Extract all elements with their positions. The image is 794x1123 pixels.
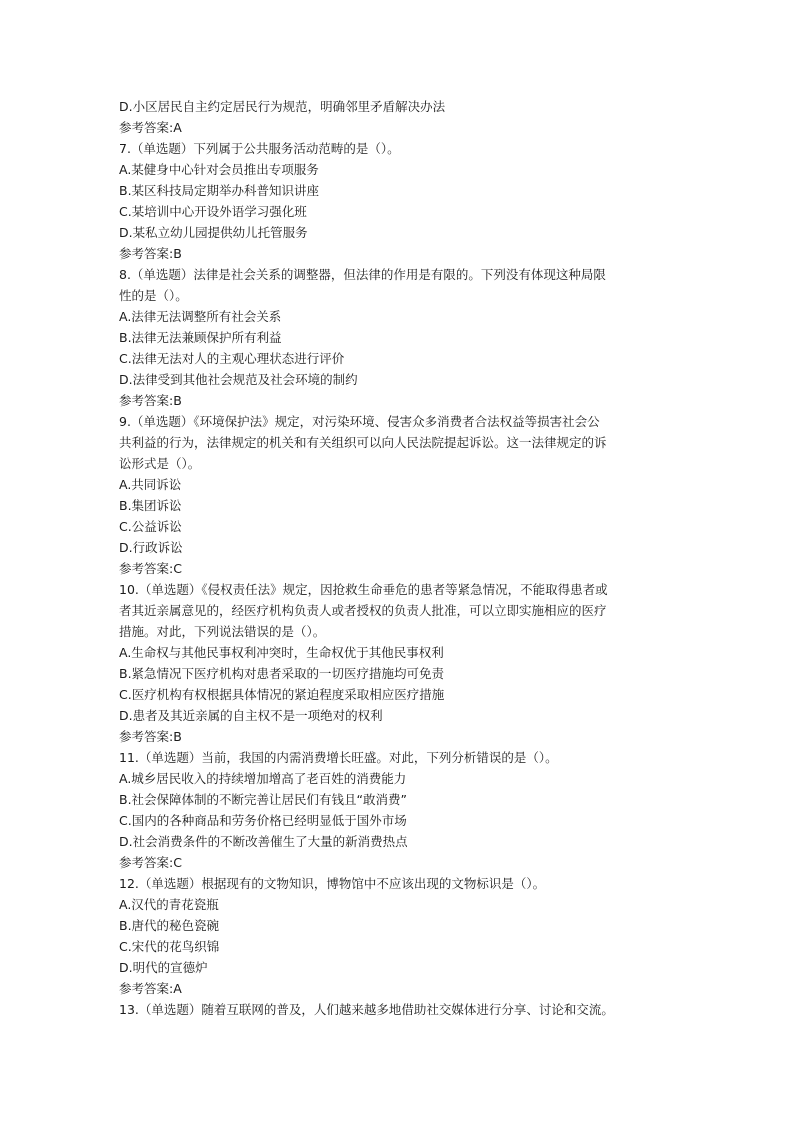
option-line: B.紧急情况下医疗机构对患者采取的一切医疗措施均可免责 (119, 666, 445, 681)
option-line: A.城乡居民收入的持续增加增高了老百姓的消费能力 (119, 771, 407, 786)
answer-line: 参考答案:A (119, 120, 182, 135)
option-line: C.法律无法对人的主观心理状态进行评价 (119, 351, 345, 366)
option-line: C.某培训中心开设外语学习强化班 (119, 204, 307, 219)
option-line: B.某区科技局定期举办科普知识讲座 (119, 183, 320, 198)
question-line: 13.（单选题）随着互联网的普及，人们越来越多地借助社交媒体进行分享、讨论和交流。 (119, 1002, 614, 1017)
option-line: C.医疗机构有权根据具体情况的紧迫程度采取相应医疗措施 (119, 687, 445, 702)
document-body (119, 96, 679, 1020)
option-line: D.明代的宣德炉 (119, 960, 208, 975)
answer-line: 参考答案:C (119, 561, 182, 576)
answer-line: 参考答案:B (119, 246, 182, 261)
option-line: D.社会消费条件的不断改善催生了大量的新消费热点 (119, 834, 408, 849)
question-line: 者其近亲属意见的，经医疗机构负责人或者授权的负责人批准，可以立即实施相应的医疗 (119, 603, 607, 618)
option-line: B.社会保障体制的不断完善让居民们有钱且“敢消费” (119, 792, 408, 807)
answer-line: 参考答案:A (119, 981, 182, 996)
option-line: D.患者及其近亲属的自主权不是一项绝对的权利 (119, 708, 383, 723)
question-line: 共利益的行为，法律规定的机关和有关组织可以向人民法院提起诉讼。这一法律规定的诉 (119, 435, 607, 450)
option-line: D.行政诉讼 (119, 540, 183, 555)
question-line: 讼形式是（）。 (119, 456, 201, 471)
option-line: C.公益诉讼 (119, 519, 182, 534)
answer-line: 参考答案:B (119, 729, 182, 744)
question-line: 措施。对此，下列说法错误的是（）。 (119, 624, 326, 639)
option-line: D.法律受到其他社会规范及社会环境的制约 (119, 372, 358, 387)
option-line: B.集团诉讼 (119, 498, 182, 513)
question-line: 12.（单选题）根据现有的文物知识，博物馆中不应该出现的文物标识是（）。 (119, 876, 546, 891)
answer-line: 参考答案:C (119, 855, 182, 870)
option-line: C.宋代的花鸟织锦 (119, 939, 220, 954)
question-line: 8.（单选题）法律是社会关系的调整器，但法律的作用是有限的。下列没有体现这种局限 (119, 267, 606, 282)
option-line: A.法律无法调整所有社会关系 (119, 309, 282, 324)
question-line: 7.（单选题）下列属于公共服务活动范畴的是（）。 (119, 141, 400, 156)
option-line: A.生命权与其他民事权利冲突时，生命权优于其他民事权利 (119, 645, 444, 660)
option-line: B.法律无法兼顾保护所有利益 (119, 330, 282, 345)
option-line: A.某健身中心针对会员推出专项服务 (119, 162, 319, 177)
option-line: C.国内的各种商品和劳务价格已经明显低于国外市场 (119, 813, 407, 828)
question-line: 10.（单选题）《侵权责任法》规定，因抢救生命垂危的患者等紧急情况，不能取得患者或 (119, 582, 608, 597)
option-line: D.小区居民自主约定居民行为规范，明确邻里矛盾解决办法 (119, 99, 446, 114)
question-line: 9.（单选题）《环境保护法》规定，对污染环境、侵害众多消费者合法权益等损害社会公 (119, 414, 600, 429)
question-line: 11.（单选题）当前，我国的内需消费增长旺盛。对此，下列分析错误的是（）。 (119, 750, 558, 765)
question-line: 性的是（）。 (119, 288, 188, 303)
option-line: A.共同诉讼 (119, 477, 182, 492)
option-line: D.某私立幼儿园提供幼儿托管服务 (119, 225, 308, 240)
option-line: B.唐代的秘色瓷碗 (119, 918, 220, 933)
option-line: A.汉代的青花瓷瓶 (119, 897, 219, 912)
answer-line: 参考答案:B (119, 393, 182, 408)
